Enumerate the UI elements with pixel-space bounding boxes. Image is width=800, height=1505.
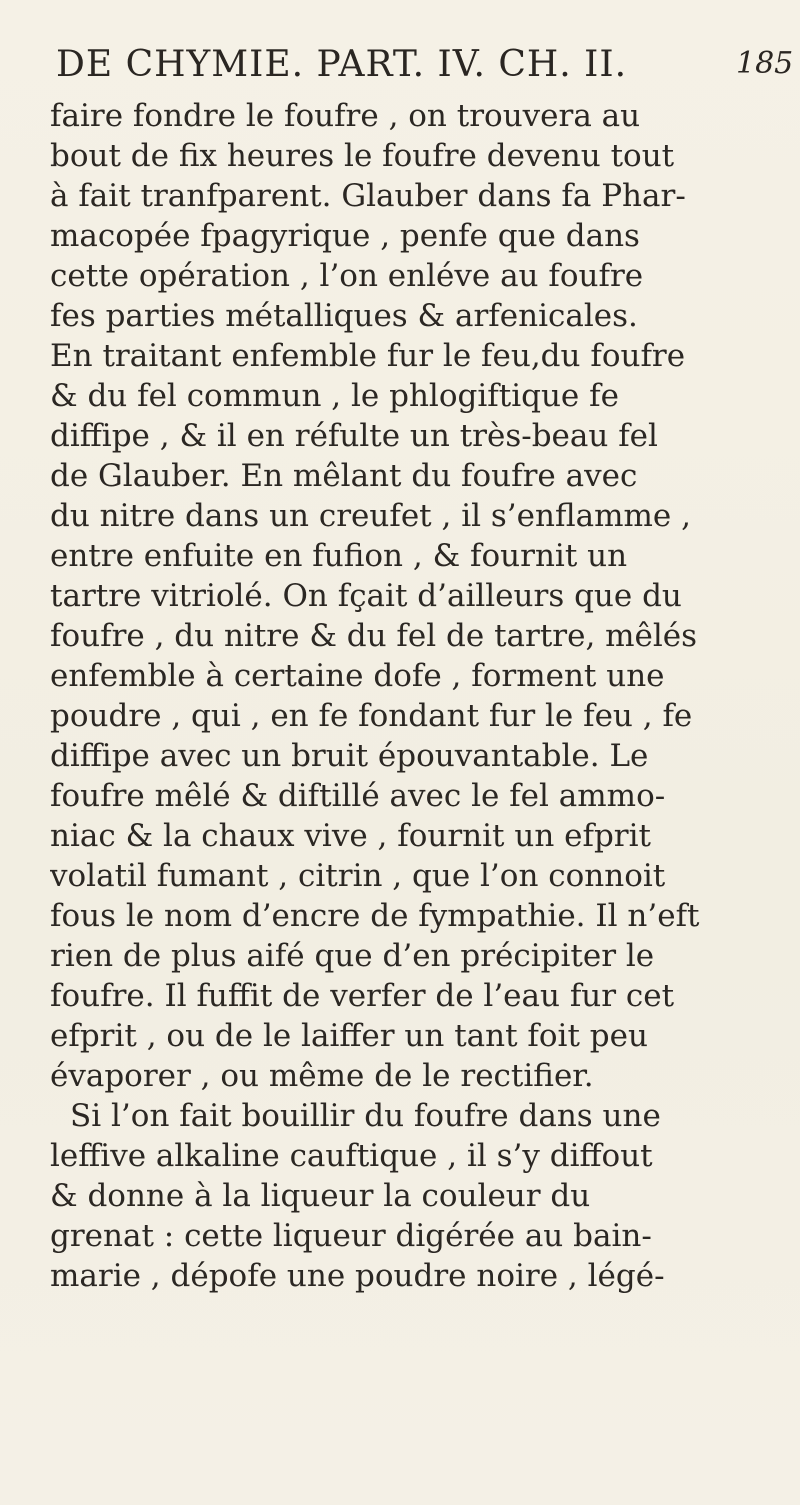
text-line: faire fondre le foufre , on trouvera au bbox=[50, 98, 641, 134]
text-line: En traitant enfemble fur le feu,du foufre bbox=[50, 338, 686, 374]
text-line: fes parties métalliques & arfenicales. bbox=[50, 298, 638, 334]
text-line: diffipe , & il en réfulte un très-beau fel bbox=[50, 418, 658, 454]
text-line: poudre , qui , en fe fondant fur le feu , fe bbox=[50, 698, 693, 734]
running-head bbox=[56, 44, 796, 94]
text-line: & donne à la liqueur la couleur du bbox=[50, 1178, 591, 1214]
text-line: du nitre dans un creufet , il s’enflamme , bbox=[50, 498, 691, 534]
text-line: foufre. Il fuffit de verfer de l’eau fur cet bbox=[50, 978, 675, 1014]
text-line-paragraph-start: Si l’on fait bouillir du foufre dans une bbox=[70, 1098, 661, 1134]
text-line: entre enfuite en fufion , & fournit un bbox=[50, 538, 628, 574]
body-text bbox=[50, 96, 790, 1296]
text-line: niac & la chaux vive , fournit un efprit bbox=[50, 818, 651, 854]
text-line: évaporer , ou même de le rectifier. bbox=[50, 1058, 594, 1094]
text-line: volatil fumant , citrin , que l’on connoit bbox=[50, 858, 666, 894]
text-line: rien de plus aifé que d’en précipiter le bbox=[50, 938, 655, 974]
text-line: diffipe avec un bruit épouvantable. Le bbox=[50, 738, 649, 774]
text-line: efprit , ou de le laiffer un tant foit peu bbox=[50, 1018, 648, 1054]
text-line: de Glauber. En mêlant du foufre avec bbox=[50, 458, 638, 494]
text-line: enfemble à certaine dofe , forment une bbox=[50, 658, 665, 694]
text-line: bout de fix heures le foufre devenu tout bbox=[50, 138, 675, 174]
text-line: marie , dépofe une poudre noire , légé- bbox=[50, 1258, 665, 1294]
text-line: grenat : cette liqueur digérée au bain- bbox=[50, 1218, 652, 1254]
text-line: leffive alkaline cauftique , il s’y diffout bbox=[50, 1138, 653, 1174]
running-head-title: DE CHYMIE. PART. IV. CH. II. bbox=[56, 44, 628, 85]
text-line: tartre vitriolé. On fçait d’ailleurs que du bbox=[50, 578, 682, 614]
text-line: à fait tranfparent. Glauber dans fa Phar- bbox=[50, 178, 686, 214]
text-line: fous le nom d’encre de fympathie. Il n’eft bbox=[50, 898, 700, 934]
text-line: macopée fpagyrique , penfe que dans bbox=[50, 218, 640, 254]
text-line: cette opération , l’on enléve au foufre bbox=[50, 258, 644, 294]
text-line: foufre , du nitre & du fel de tartre, mêlés bbox=[50, 618, 698, 654]
page-number: 185 bbox=[736, 46, 794, 81]
text-line: & du fel commun , le phlogiftique fe bbox=[50, 378, 619, 414]
text-line: foufre mêlé & diftillé avec le fel ammo- bbox=[50, 778, 666, 814]
